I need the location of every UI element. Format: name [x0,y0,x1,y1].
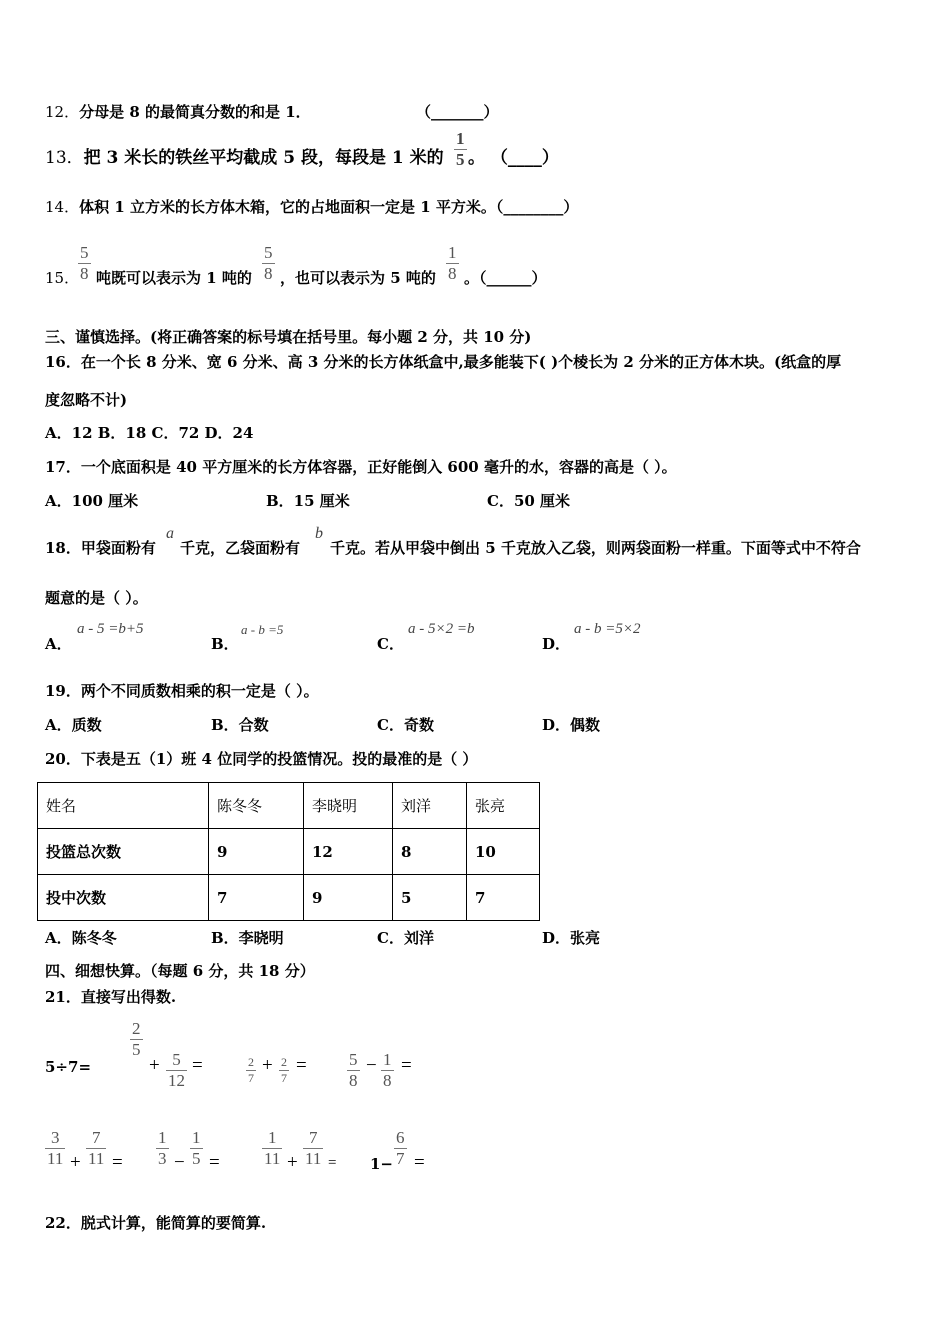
q21-frac-d1: 3 11 [47,1128,64,1168]
table-cell: 9 [209,829,304,875]
q14-number: 14． [45,198,80,216]
q19-option-d[interactable]: D．偶数 [542,716,601,734]
q21-frac-c1: 5 8 [349,1050,358,1090]
q15-number: 15． [45,269,80,287]
q21-frac-e2: 1 5 [192,1128,201,1168]
q16-line-1: 16．在一个长 8 分米、宽 6 分米、高 3 分米的长方体纸盒中,最多能装下( )个棱长为 2 分米的正方体木块。(纸盒的厚 [45,353,842,371]
q21-eq-g: = [414,1152,425,1173]
q18-text-3: 千克。若从甲袋中倒出 5 千克放入乙袋，则两袋面粉一样重。下面等式中不符合 [330,539,861,557]
q21-eq-a: = [192,1055,203,1076]
q15-text-3: 。（______） [464,269,547,287]
q18-equation-c: a - 5×2 =b [408,621,475,637]
q18-option-c[interactable]: C． [377,635,404,653]
q21-text: 21．直接写出得数. [45,988,177,1006]
table-cell: 陈冬冬 [209,783,304,829]
q21-eq-e: = [209,1152,220,1173]
q21-plus-d: + [70,1152,81,1173]
q18-option-b[interactable]: B． [211,635,239,653]
q21-frac-c2: 1 8 [383,1050,392,1090]
q15-fraction-2: 5 8 [264,243,273,283]
q21-frac-b1: 2 7 [248,1055,254,1085]
q17-option-c[interactable]: C．50 厘米 [487,492,571,510]
q21-frac-f1: 1 11 [264,1128,281,1168]
table-row [38,875,540,921]
q18-option-a[interactable]: A． [45,635,72,653]
table-row [38,783,540,829]
q14-text: 体积 1 立方米的长方体木箱，它的占地面积一定是 1 平方米。（________） [79,198,579,216]
q18-var-b: b [315,525,323,542]
section-4-heading: 四、细想快算。（每题 6 分，共 18 分） [45,962,315,980]
table-row [38,829,540,875]
q21-one-minus: 1− [370,1155,394,1173]
q18-equation-a: a - 5 =b+5 [77,621,144,637]
table-cell: 8 [393,829,467,875]
table-cell: 张亮 [467,783,540,829]
table-cell: 9 [304,875,393,921]
q18-text-2: 千克，乙袋面粉有 [180,539,301,557]
q21-eq-f: = [328,1155,337,1171]
q21-minus-e: − [174,1152,185,1173]
q12 [45,102,311,122]
q14 [45,197,578,217]
table-cell: 5 [393,875,467,921]
q19-text: 19．两个不同质数相乘的积一定是（ ）。 [45,682,319,700]
q21-frac-e1: 1 3 [158,1128,167,1168]
q21-expr-1: 5÷7= [45,1058,92,1076]
q15-fraction-3: 1 8 [448,243,457,283]
q20-option-d[interactable]: D．张亮 [542,929,601,947]
q12-answer-blank[interactable]: （_______） [416,103,499,121]
q13-answer-blank[interactable]: 。 （____） [468,148,559,168]
q20-text: 20．下表是五（1）班 4 位同学的投篮情况。投的最准的是（ ） [45,750,478,768]
shooting-table [37,782,540,921]
q16-options[interactable]: A．12 B．18 C．72 D．24 [45,424,254,442]
q17-option-b[interactable]: B．15 厘米 [266,492,350,510]
q13-text: 把 3 米长的铁丝平均截成 5 段，每段是 1 米的 [83,148,444,168]
q21-eq-c: = [401,1055,412,1076]
q21-frac-a2: 5 12 [168,1050,185,1090]
q18-line-2: 题意的是（ ）。 [45,589,148,607]
q21-plus-b: + [262,1055,273,1076]
q18-option-d[interactable]: D． [542,635,571,653]
q21-eq-b: = [296,1055,307,1076]
table-cell: 李晓明 [304,783,393,829]
q19-option-c[interactable]: C．奇数 [377,716,434,734]
q12-number: 12． [45,103,80,121]
q21-frac-f2: 7 11 [305,1128,322,1168]
q20-option-b[interactable]: B．李晓明 [211,929,284,947]
q21-plus-a: + [149,1055,160,1076]
q17-text: 17．一个底面积是 40 平方厘米的长方体容器，正好能倒入 600 毫升的水，容器的高是（ ）。 [45,458,677,476]
q19-option-a[interactable]: A．质数 [45,716,102,734]
q15-text-1: 吨既可以表示为 1 吨的 [96,269,252,287]
table-cell: 12 [304,829,393,875]
q12-text: 分母是 8 的最简真分数的和是 1． [79,103,311,121]
q13-number: 13． [45,148,84,168]
table-cell: 姓名 [38,783,209,829]
section-3-heading: 三、谨慎选择。(将正确答案的标号填在括号里。每小题 2 分，共 10 分) [45,328,532,346]
q16-line-2: 度忽略不计) [45,391,128,409]
q17-option-a[interactable]: A．100 厘米 [45,492,139,510]
table-cell: 投中次数 [38,875,209,921]
q21-eq-d: = [112,1152,123,1173]
q21-frac-b2: 2 7 [281,1055,287,1085]
q22-text: 22．脱式计算，能简算的要简算. [45,1214,267,1232]
q15-text-2: ，也可以表示为 5 吨的 [280,269,436,287]
q21-frac-a1: 2 5 [132,1019,141,1059]
q18-equation-d: a - b =5×2 [574,621,641,637]
q18-text-1: 18．甲袋面粉有 [45,539,156,557]
q15-fraction-1: 5 8 [80,243,89,283]
table-cell: 7 [209,875,304,921]
q21-frac-g: 6 7 [396,1128,405,1168]
q13-fraction: 1 5 [456,129,465,169]
q21-minus-c: − [366,1055,377,1076]
q19-option-b[interactable]: B．合数 [211,716,269,734]
q18-equation-b: a - b =5 [241,622,284,637]
table-cell: 10 [467,829,540,875]
q13 [45,148,444,168]
table-cell: 刘洋 [393,783,467,829]
q18-var-a: a [166,525,174,542]
table-cell: 投篮总次数 [38,829,209,875]
q20-option-c[interactable]: C．刘洋 [377,929,434,947]
q21-frac-d2: 7 11 [88,1128,105,1168]
q20-option-a[interactable]: A．陈冬冬 [45,929,117,947]
q21-plus-f: + [287,1152,298,1173]
table-cell: 7 [467,875,540,921]
